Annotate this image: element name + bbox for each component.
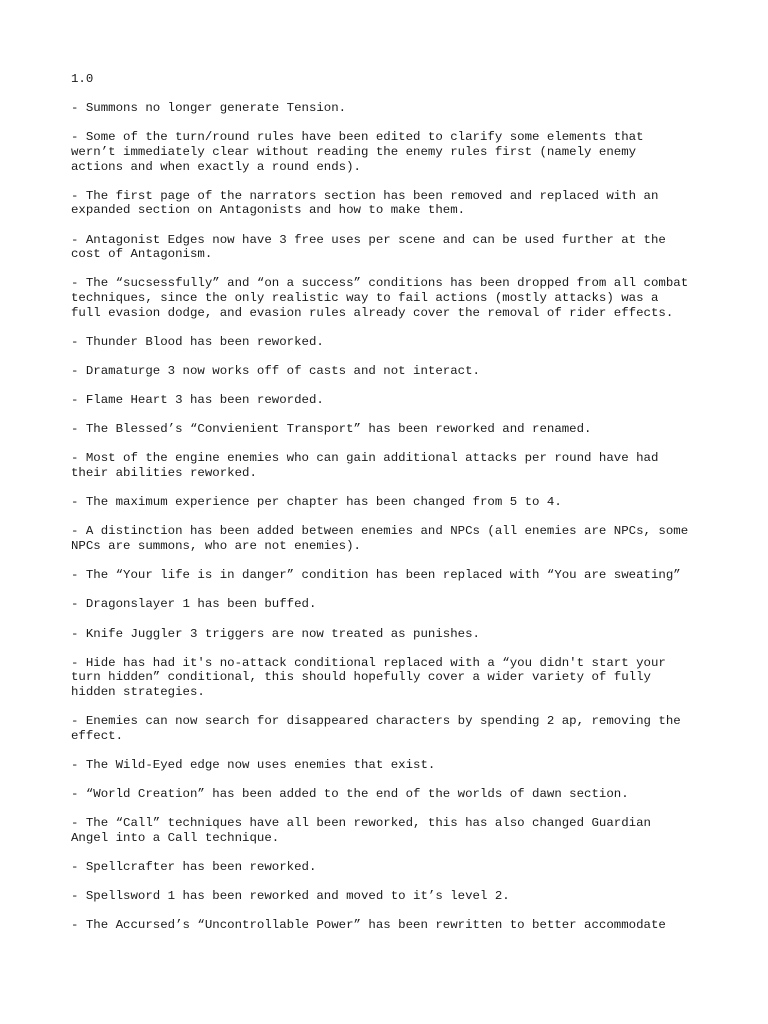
changelog-entry: - Some of the turn/round rules have been edited to clarify some elements that wern’t immediately clear without reading the enemy rules first (namely enemy actions and when exactly a round ends). — [71, 130, 644, 174]
changelog-entry: - The maximum experience per chapter has been changed from 5 to 4. — [71, 495, 562, 510]
version-heading: 1.0 — [71, 72, 94, 86]
changelog-entry: - The “Call” techniques have all been reworked, this has also changed Guardian Angel into a Call technique. — [71, 816, 651, 845]
changelog-entry: - The “Your life is in danger” condition has been replaced with “You are sweating” — [71, 568, 681, 583]
changelog-entry: - Knife Juggler 3 triggers are now treated as punishes. — [71, 626, 480, 641]
changelog-entry: - Dramaturge 3 now works off of casts and not interact. — [71, 363, 480, 378]
changelog-entry: - The “sucsessfully” and “on a success” conditions has been dropped from all combat techniques, since the only realistic way to fail actions (mostly attacks) was a full evasion dodge, and evasion rules already cover the removal of rider effects. — [71, 276, 689, 320]
changelog-entry: - Most of the engine enemies who can gain additional attacks per round have had their abilities reworked. — [71, 451, 659, 481]
changelog-entry: - Antagonist Edges now have 3 free uses per scene and can be used further at the cost of Antagonism. — [71, 232, 666, 262]
changelog-entry: - Thunder Blood has been reworked. — [71, 334, 324, 349]
changelog-entry: - Hide has had it's no-attack conditional replaced with a “you didn't start your turn hidden” conditional, this should hopefully cover a wider variety of fully hidden strategies. — [71, 655, 666, 699]
changelog-entry: - Dragonslayer 1 has been buffed. — [71, 597, 317, 612]
changelog-entry: - The Wild-Eyed edge now uses enemies that exist. — [71, 757, 436, 772]
changelog-entry: - The Accursed’s “Uncontrollable Power” has been rewritten to better accommodate — [71, 918, 666, 933]
changelog-entry: - Flame Heart 3 has been reworded. — [71, 393, 324, 408]
changelog-entry: - “World Creation” has been added to the end of the worlds of dawn section. — [71, 787, 629, 802]
changelog-body — [71, 72, 701, 948]
changelog-entry: - The Blessed’s “Convienient Transport” has been reworked and renamed. — [71, 422, 592, 437]
changelog-entry: - Enemies can now search for disappeared characters by spending 2 ap, removing the effect. — [71, 714, 681, 743]
changelog-entry: - The first page of the narrators section has been removed and replaced with an expanded section on Antagonists and how to make them. — [71, 188, 659, 218]
changelog-entry: - Spellcrafter has been reworked. — [71, 860, 317, 875]
changelog-entry: - A distinction has been added between enemies and NPCs (all enemies are NPCs, some NPCs are summons, who are not enemies). — [71, 524, 689, 553]
changelog-entry: - Spellsword 1 has been reworked and moved to it’s level 2. — [71, 889, 510, 904]
changelog-entry: - Summons no longer generate Tension. — [71, 101, 347, 116]
